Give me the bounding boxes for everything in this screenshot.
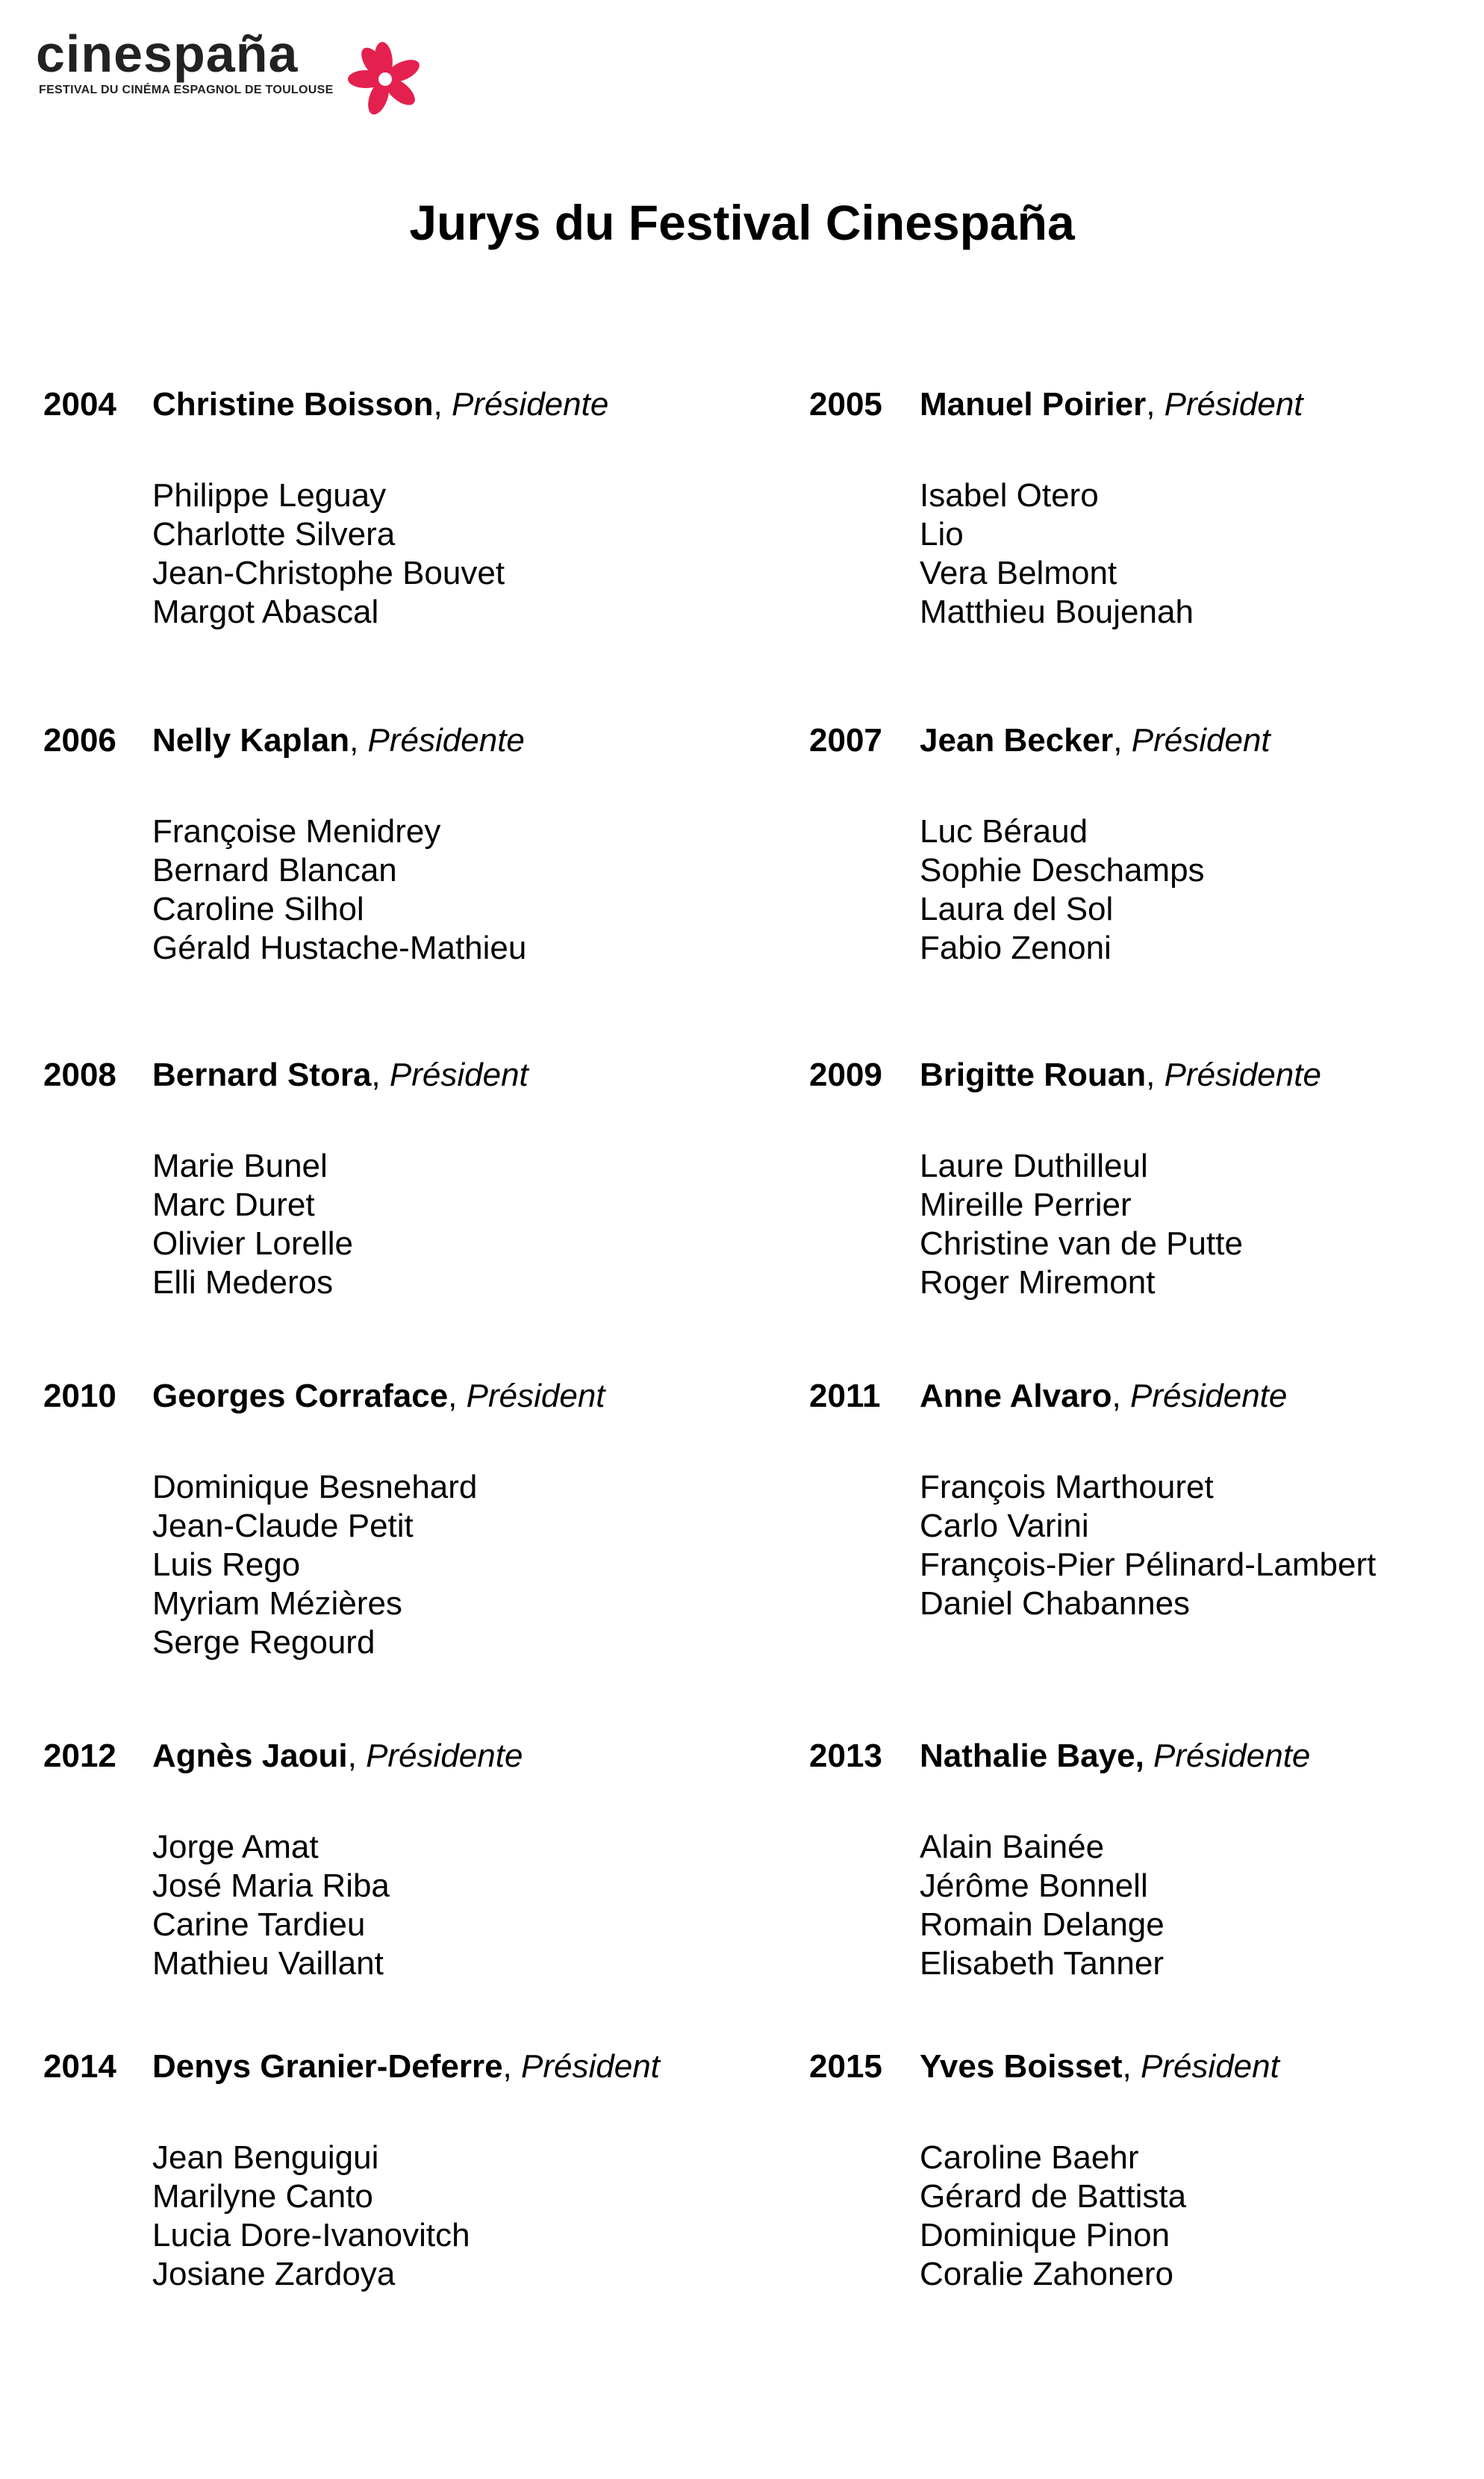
jury-year: 2012 <box>43 1738 116 1774</box>
jury-2014 <box>43 2047 700 2316</box>
jury-member: Romain Delange <box>920 1906 1165 1943</box>
jury-2012 <box>43 1737 700 2006</box>
jury-members <box>152 2139 470 2294</box>
jury-member: Philippe Leguay <box>152 477 387 514</box>
separator: , <box>502 2048 521 2085</box>
jury-members <box>920 476 1194 632</box>
jury-members <box>920 2139 1186 2294</box>
jury-member: Christine van de Putte <box>920 1225 1243 1262</box>
jury-year: 2008 <box>43 1057 116 1093</box>
jury-member: Jean Benguigui <box>152 2139 379 2176</box>
jury-2011 <box>809 1377 1466 1646</box>
jury-member: Charlotte Silvera <box>152 516 396 553</box>
jury-2013 <box>809 1737 1466 2006</box>
jury-year: 2010 <box>43 1378 116 1414</box>
jury-member: Gérard de Battista <box>920 2178 1187 2215</box>
president-name: Agnès Jaoui <box>152 1738 348 1774</box>
president-role: Président <box>521 2048 660 2085</box>
jury-member: José Maria Riba <box>152 1867 390 1904</box>
jury-member: Caroline Silhol <box>152 891 364 927</box>
jury-member: Caroline Baehr <box>920 2139 1139 2176</box>
jury-2008 <box>43 1056 700 1325</box>
jury-member: Luis Rego <box>152 1546 301 1583</box>
jury-2005 <box>809 385 1466 654</box>
president-role: Président <box>389 1057 529 1093</box>
separator: , <box>1122 2048 1141 2085</box>
president-name: Anne Alvaro <box>920 1378 1112 1414</box>
jury-member: Carine Tardieu <box>152 1906 366 1943</box>
separator: , <box>433 386 452 423</box>
jury-2004 <box>43 385 700 654</box>
president-name: Nelly Kaplan <box>152 722 350 759</box>
jury-year: 2011 <box>809 1378 881 1414</box>
jury-members <box>152 812 526 968</box>
separator: , <box>1112 1378 1130 1414</box>
jury-member: Luc Béraud <box>920 813 1088 850</box>
president-name: Georges Corraface <box>152 1378 449 1414</box>
jury-member: Mathieu Vaillant <box>152 1945 384 1982</box>
jury-member: Mireille Perrier <box>920 1186 1132 1223</box>
jury-member: Sophie Deschamps <box>920 852 1205 889</box>
jury-2015 <box>809 2047 1466 2316</box>
president-role: Président <box>1131 722 1271 759</box>
jury-member: Laura del Sol <box>920 891 1114 927</box>
jury-heading <box>152 385 608 424</box>
president-role: Présidente <box>1153 1738 1311 1774</box>
jury-year: 2004 <box>43 386 116 423</box>
jury-heading <box>920 1737 1310 1776</box>
jury-2009 <box>809 1056 1466 1325</box>
separator: , <box>349 722 368 759</box>
jury-member: Lio <box>920 516 964 553</box>
president-role: Présidente <box>1130 1378 1288 1414</box>
president-role: Présidente <box>1164 1057 1321 1093</box>
jury-heading <box>152 1377 605 1416</box>
jury-members <box>920 812 1205 968</box>
separator: , <box>1146 386 1165 423</box>
jury-member: Jérôme Bonnell <box>920 1867 1148 1904</box>
jury-heading <box>920 1056 1321 1095</box>
president-name: Denys Granier-Deferre <box>152 2048 503 2085</box>
jury-year: 2013 <box>809 1738 882 1774</box>
jury-member: Jean-Christophe Bouvet <box>152 555 505 591</box>
separator: , <box>371 1057 390 1093</box>
jury-member: Serge Regourd <box>152 1624 375 1661</box>
president-role: Président <box>466 1378 605 1414</box>
jury-member: Josiane Zardoya <box>152 2256 396 2292</box>
jury-member: Alain Bainée <box>920 1829 1105 1865</box>
jury-members <box>920 1468 1376 1623</box>
jury-member: Jean-Claude Petit <box>152 1508 414 1544</box>
jury-heading <box>152 2047 660 2086</box>
president-role: Président <box>1140 2048 1279 2085</box>
jury-year: 2014 <box>43 2048 116 2085</box>
jury-member: Jorge Amat <box>152 1829 319 1865</box>
logo-tagline: FESTIVAL DU CINÉMA ESPAGNOL DE TOULOUSE <box>39 84 334 96</box>
separator <box>1144 1738 1153 1774</box>
jury-heading <box>152 1056 529 1095</box>
president-name: Manuel Poirier <box>920 386 1147 423</box>
jury-members <box>152 476 505 632</box>
jury-member: Vera Belmont <box>920 555 1117 591</box>
president-name: Nathalie Baye, <box>920 1738 1144 1774</box>
president-role: Président <box>1164 386 1303 423</box>
logo-wordmark: cinespaña <box>36 25 299 83</box>
president-role: Présidente <box>451 386 609 423</box>
president-role: Présidente <box>366 1738 523 1774</box>
jury-member: Isabel Otero <box>920 477 1099 514</box>
jury-2006 <box>43 721 700 990</box>
separator: , <box>448 1378 467 1414</box>
jury-member: Elisabeth Tanner <box>920 1945 1164 1982</box>
jury-heading <box>920 1377 1287 1416</box>
president-name: Bernard Stora <box>152 1057 372 1093</box>
jury-member: Fabio Zenoni <box>920 930 1112 966</box>
jury-member: Laure Duthilleul <box>920 1148 1148 1184</box>
jury-members <box>152 1828 390 1983</box>
separator: , <box>347 1738 367 1774</box>
jury-member: Roger Miremont <box>920 1264 1156 1301</box>
jury-member: François-Pier Pélinard-Lambert <box>920 1546 1377 1583</box>
president-name: Christine Boisson <box>152 386 434 423</box>
jury-heading <box>920 385 1303 424</box>
jury-member: Matthieu Boujenah <box>920 594 1194 630</box>
jury-member: Marie Bunel <box>152 1148 328 1184</box>
jury-member: Marilyne Canto <box>152 2178 373 2215</box>
flower-icon <box>339 40 436 122</box>
jury-members <box>920 1828 1165 1983</box>
jury-member: Myriam Mézières <box>152 1585 402 1622</box>
jury-2007 <box>809 721 1466 990</box>
jury-member: Carlo Varini <box>920 1508 1089 1544</box>
jury-heading <box>920 721 1271 760</box>
president-name: Brigitte Rouan <box>920 1057 1147 1093</box>
president-name: Yves Boisset <box>920 2048 1123 2085</box>
page-title: Jurys du Festival Cinespaña <box>409 195 1075 250</box>
jury-members <box>152 1468 477 1662</box>
jury-member: Olivier Lorelle <box>152 1225 353 1262</box>
jury-heading <box>152 721 525 760</box>
cinespana-logo <box>36 22 424 112</box>
jury-member: Lucia Dore-Ivanovitch <box>152 2217 470 2254</box>
jury-member: Bernard Blancan <box>152 852 397 889</box>
president-role: Présidente <box>367 722 525 759</box>
jury-member: Marc Duret <box>152 1186 315 1223</box>
jury-year: 2006 <box>43 722 116 759</box>
jury-heading <box>152 1737 523 1776</box>
jury-member: Gérald Hustache-Mathieu <box>152 930 527 966</box>
president-name: Jean Becker <box>920 722 1114 759</box>
jury-year: 2005 <box>809 386 882 423</box>
jury-member: Daniel Chabannes <box>920 1585 1191 1622</box>
jury-member: François Marthouret <box>920 1469 1214 1505</box>
jury-year: 2009 <box>809 1057 882 1093</box>
jury-member: Dominique Pinon <box>920 2217 1170 2254</box>
jury-members <box>152 1147 353 1302</box>
jury-heading <box>920 2047 1279 2086</box>
separator: , <box>1146 1057 1165 1093</box>
jury-members <box>920 1147 1243 1302</box>
jury-member: Margot Abascal <box>152 594 379 630</box>
jury-member: Coralie Zahonero <box>920 2256 1173 2292</box>
jury-member: Elli Mederos <box>152 1264 334 1301</box>
jury-year: 2007 <box>809 722 882 759</box>
jury-member: Dominique Besnehard <box>152 1469 478 1505</box>
separator: , <box>1113 722 1132 759</box>
jury-2010 <box>43 1377 700 1661</box>
jury-year: 2015 <box>809 2048 882 2085</box>
jury-member: Françoise Menidrey <box>152 813 441 850</box>
flower-center <box>378 72 392 86</box>
